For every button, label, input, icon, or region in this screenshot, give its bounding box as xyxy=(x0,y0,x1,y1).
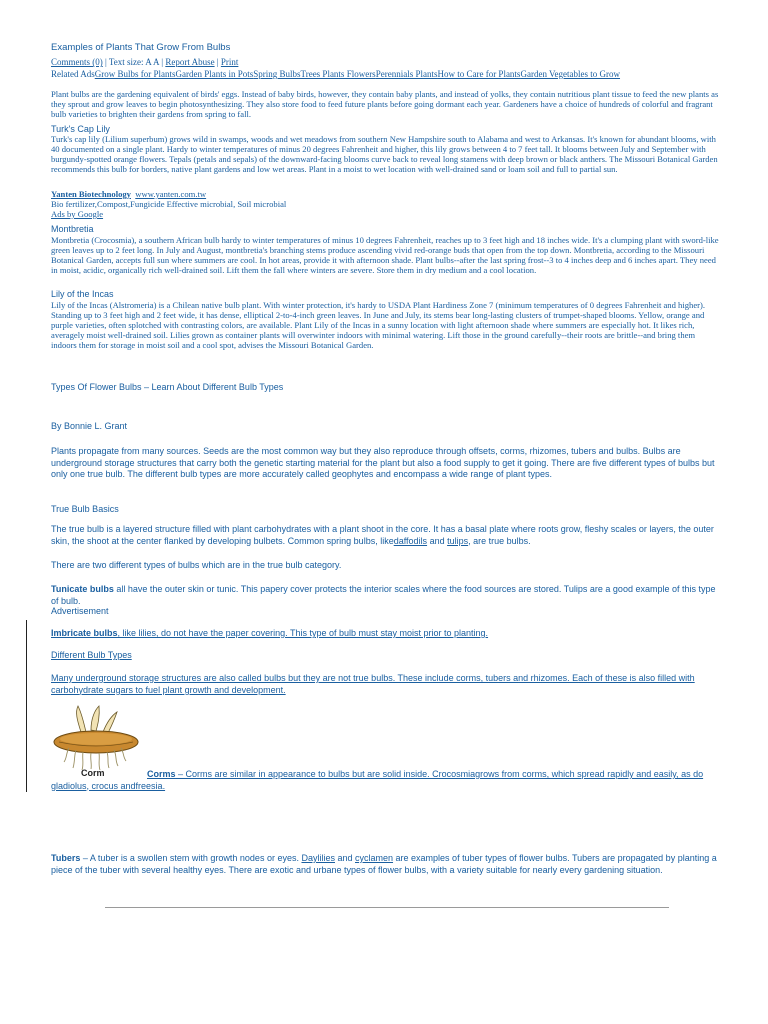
two-types-paragraph: There are two different types of bulbs which are in the true bulb category. xyxy=(51,560,342,570)
tubers-paragraph xyxy=(51,853,719,876)
lily-incas-paragraph: Lily of the Incas (Alstromeria) is a Chilean native bulb plant. With winter protection, it's hardy to USDA Plant Hardiness Zone 7 (minimum temperatures of 0 degrees Fahrenheit and higher). Standing up to 3 feet high and 2 feet wide, it has dense, elliptical 2-to-4-inch green leaves. In June and July, its stems bear long-lasting clusters of trumpet-shaped blooms. Yellow, orange and purple varieties, often splotched with contrasting colors, are available. Plant Lily of the Incas in a sunny location with light afternoon shade where summers are especially hot. It likes rich, averagely moist well-drained soil. Lilies grown as container plants will overwinter indoors with minimal watering. Lift those in the ground carefully--their roots are brittle--and bring them indoors them for storage in moist soil and a cool spot, advises the Missouri Botanical Garden. xyxy=(51,300,706,350)
imbricate-label: Imbricate bulbs xyxy=(51,628,118,638)
section-heading-true-bulb: True Bulb Basics xyxy=(51,504,119,514)
true-bulb-text: and xyxy=(427,535,448,546)
cyclamen-link[interactable]: cyclamen xyxy=(355,853,394,863)
tunicate-text: all have the outer skin or tunic. This papery cover protects the interior scales where the food sources are stored. Tulips are a good example of this type of bulb. xyxy=(51,584,716,606)
advertisement-label: Advertisement xyxy=(51,606,109,616)
section-heading-lily-incas: Lily of the Incas xyxy=(51,289,114,299)
turks-cap-paragraph: Turk's cap lily (Lilium superbum) grows wild in swamps, woods and wet meadows from southern New Hampshire south to Alabama and west to Arkansas. It's known for abundant blooms, with 40 documented on a single plant. Hardy to winter temperatures of minus 20 degrees Fahrenheit and higher, this lily grows between 4 to 7 feet tall. It blooms between July and September with burgundy-spotted orange flowers. Tepals (petals and sepals) of the downward-facing blooms curve back to reveal long stamens with deep brown or black anthers. The Missouri Botanical Garden recommends this bulb for borders, native plant gardens and low wet areas. Plant in a moist to wet location with well-drained sand or loam soil and full to partial sun. xyxy=(51,134,718,174)
corms-text: – Corms are similar in appearance to bulbs but are solid inside. Crocosmiagrows from corms, which spread rapidly and easily, as do gladiolus, crocus andfreesia. xyxy=(51,769,704,791)
article-heading-bulb-types: Types Of Flower Bulbs – Learn About Different Bulb Types xyxy=(51,382,284,392)
corm-illustration-icon xyxy=(51,702,145,778)
daffodils-link[interactable]: daffodils xyxy=(393,535,428,546)
tunicate-label: Tunicate bulbs xyxy=(51,584,114,594)
page-title: Examples of Plants That Grow From Bulbs xyxy=(51,42,231,53)
intro-paragraph: Plant bulbs are the gardening equivalent of birds' eggs. Instead of baby birds, however, they contain baby plants, and instead of yolks, they contain nutritious plant tissue to feed the new plants as they sprout and grow leaves to begin photosynthesizing. They also store food to feed future plants before going dormant each year. Gardeners have a choice of hundreds of colorful and fragrant bulb varieties to brighten their gardens from spring to fall. xyxy=(51,89,719,119)
related-ad-link[interactable]: How to Care for Plants xyxy=(437,69,521,79)
tulips-link[interactable]: tulips xyxy=(447,535,469,546)
corms-paragraph[interactable] xyxy=(51,769,719,792)
ad-url-link[interactable]: www.yanten.com.tw xyxy=(135,189,207,199)
meta-separator: | xyxy=(159,57,166,67)
corm-caption: Corm xyxy=(81,768,105,778)
related-ad-link[interactable]: Trees Plants Flowers xyxy=(300,69,376,79)
true-bulb-text: , are true bulbs. xyxy=(468,535,531,546)
horizontal-divider xyxy=(105,907,669,908)
related-ads xyxy=(51,69,620,79)
section-heading-montbretia: Montbretia xyxy=(51,224,94,234)
tubers-label: Tubers xyxy=(51,853,81,863)
meta-separator: | xyxy=(102,57,109,67)
author-byline: By Bonnie L. Grant xyxy=(51,421,128,431)
print-link[interactable]: Print xyxy=(220,57,239,67)
many-structures-paragraph[interactable]: Many underground storage structures are also called bulbs but they are not true bulbs. These include corms, tubers and rhizomes. Each of these is also filled with carbohydrate sugars to fuel plant growth and development. xyxy=(51,673,695,695)
imbricate-text: , like lilies, do not have the paper covering. This type of bulb must stay moist prior to planting. xyxy=(117,628,489,638)
related-ad-link[interactable]: Grow Bulbs for Plants xyxy=(94,69,176,79)
tubers-text: and xyxy=(334,853,356,863)
ad-title-link[interactable]: Yanten Biotechnology xyxy=(51,189,131,199)
daylilies-link[interactable]: Daylilies xyxy=(301,853,335,863)
tubers-text: – A tuber is a swollen stem with growth nodes or eyes. xyxy=(80,853,302,863)
corms-label: Corms xyxy=(147,769,176,779)
section-heading-turks-cap: Turk's Cap Lily xyxy=(51,124,110,134)
true-bulb-paragraph xyxy=(51,524,719,547)
google-ad-block xyxy=(51,189,286,219)
report-abuse-link[interactable]: Report Abuse xyxy=(165,57,215,67)
related-ad-link[interactable]: Garden Plants in Pots xyxy=(175,69,254,79)
text-cursor-bar xyxy=(26,620,27,792)
related-ad-link[interactable]: Spring Bulbs xyxy=(253,69,301,79)
montbretia-paragraph: Montbretia (Crocosmia), a southern African bulb hardy to winter temperatures of minus 10 degrees Fahrenheit, reaches up to 3 feet high and 18 inches wide. It's a clumping plant with sword-like green leaves up to 2 feet long. In July and August, montbretia's branching stems produce ascending vivid red-orange buds that open from the top down. Montbretia, according to the Missouri Botanical Garden, accepts full sun where summers are cool. In hot areas, provide it with afternoon shade. Plant bulbs--after the last spring frost--3 to 4 inches deep and 6 inches apart. They need in moist, acidic, organically rich well-drained soil. Lift them the fall where winters are severe. Store them in dry medium and a cool location. xyxy=(51,235,719,275)
text-size-control[interactable]: Text size: A A xyxy=(108,57,160,67)
article-meta xyxy=(51,57,238,67)
related-ad-link[interactable]: Perennials Plants xyxy=(375,69,438,79)
propagate-paragraph: Plants propagate from many sources. Seeds are the most common way but they also reproduce through offsets, corms, rhizomes, tubers and bulbs. Bulbs are underground storage structures that carry both the genetic starting material for the plant but also a food supply to get it going. There are five different types of bulbs but only one true bulb. The different bulb types are more accurately called geophytes and encompass a wide range of plant types. xyxy=(51,446,715,479)
related-ad-link[interactable]: Garden Vegetables to Grow xyxy=(520,69,621,79)
true-bulb-text: The true bulb is a layered structure filled with plant carbohydrates with a plant shoot in the core. It has a basal plate where roots grow, fleshy scales or layers, the outer skin, the shoot at the center flanked by developing bulbets. Common spring bulbs, like xyxy=(51,524,714,546)
different-bulb-types-link[interactable]: Different Bulb Types xyxy=(51,650,132,660)
related-ads-label: Related Ads xyxy=(51,69,95,79)
comments-link[interactable]: Comments (0) xyxy=(51,57,103,67)
tubers-text: are examples of tuber types of flower bulbs. Tubers are propagated by planting a piece of the tuber with several healthy eyes. There are exotic and urbane types of flower bulbs, with a variety suitable for nearly every gardening situation. xyxy=(51,853,717,875)
ad-description: Bio fertilizer,Compost,Fungicide Effective microbial, Soil microbial xyxy=(51,199,287,209)
meta-separator: | xyxy=(214,57,221,67)
tunicate-paragraph xyxy=(51,584,719,607)
imbricate-paragraph[interactable] xyxy=(51,628,488,638)
ads-by-google-link[interactable]: Ads by Google xyxy=(51,209,104,219)
